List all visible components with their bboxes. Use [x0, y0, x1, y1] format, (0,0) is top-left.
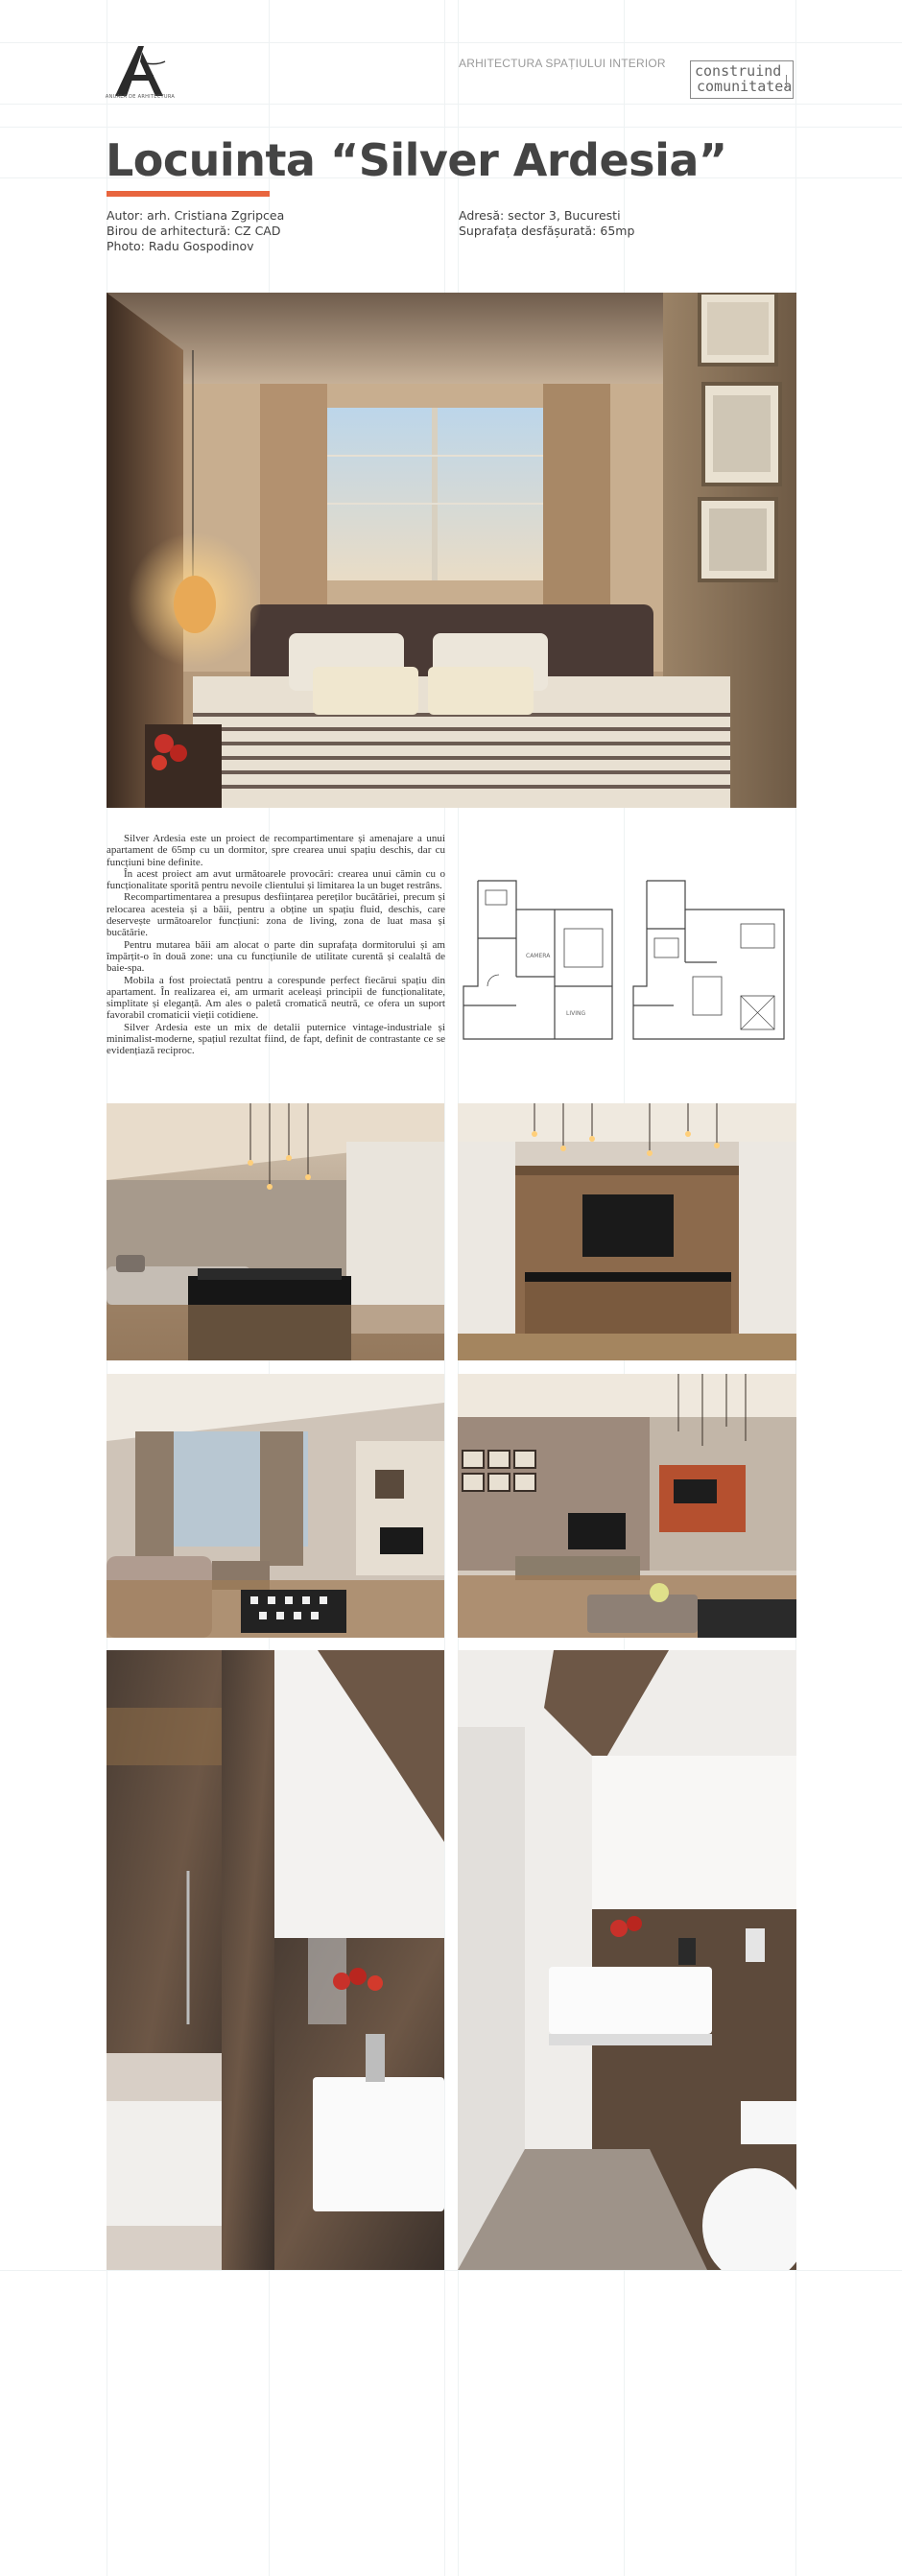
- surface-area: Suprafața desfășurată: 65mp: [459, 224, 635, 238]
- brand-mark: [786, 75, 791, 88]
- living-tv-wall-photo: [458, 1374, 796, 1638]
- logo: [107, 42, 173, 100]
- living-kitchen-photo: [107, 1103, 444, 1360]
- article-body: [107, 833, 445, 1057]
- floor-plan-existing: [459, 871, 622, 1049]
- grid-line: [0, 127, 902, 128]
- floor-plan-proposed: [626, 871, 791, 1049]
- kitchen-island-photo: [458, 1103, 796, 1360]
- paragraph: Silver Ardesia este un proiect de recompartimentare și amenajare a unui apartament de 65mp cu un dormitor, spre crearea unui spațiu deschis, dar cu funcțiuni bine definite.: [107, 833, 445, 868]
- title-underline: [107, 191, 270, 197]
- credits-left: [107, 208, 284, 254]
- author: Autor: arh. Cristiana Zgripcea: [107, 208, 285, 223]
- brand-line: comunitatea: [697, 78, 793, 95]
- grid-line: [0, 2270, 902, 2271]
- paragraph: În acest proiect am avut următoarele provocări: crearea unui cămin cu o funcționalitate sporită pentru nevoile clientului și limitarea la un buget restrâns.: [107, 867, 445, 892]
- paragraph: Pentru mutarea băii am alocat o parte din suprafața dormitorului și am împărțit-o în două zone: una cu funcțiunile de utilitate curentă și cealaltă de baie-spa.: [107, 938, 445, 975]
- bedroom-photo: [107, 293, 796, 808]
- credits-right: [459, 208, 634, 239]
- page-title: Locuinta “Silver Ardesia”: [106, 134, 727, 186]
- brand-logo: [690, 60, 794, 99]
- paragraph: Mobila a fost proiectată pentru a corespunde perfect fiecărui spațiu din apartament. În realizarea ei, am urmarit aceleași principii de funcționalitate, simplitate și eleganță. Am ales o paletă cromatică neutră, ce ofera un suport favorabil cromaticii vieții cotidiene.: [107, 974, 445, 1022]
- grid-line: [0, 104, 902, 105]
- bathroom-shower-photo: [107, 1650, 444, 2270]
- svg-text:LIVING: LIVING: [566, 1010, 586, 1017]
- bathroom-sink-photo: [458, 1650, 796, 2270]
- office: Birou de arhitectură: CZ CAD: [107, 224, 281, 238]
- logo-icon: [107, 42, 173, 100]
- logo-text: ANUALA DE ARHITECTURA: [105, 94, 176, 100]
- svg-text:CAMERA: CAMERA: [526, 953, 551, 959]
- paragraph: Silver Ardesia este un mix de detalii puternice vintage-industriale și minimalist-moderne, spațiul rezultat fiind, de fapt, definit de contrastante ce se evidențiază reciproc.: [107, 1021, 445, 1057]
- address: Adresă: sector 3, Bucuresti: [459, 208, 621, 223]
- section-label: ARHITECTURA SPAȚIULUI INTERIOR: [459, 57, 666, 70]
- paragraph: Recompartimentarea a presupus desființarea pereților bucătăriei, precum și relocarea acesteia și a băii, pentru a obține un spațiu fluid, deschis, care deservește următoarelor funcțiuni: zona de living, zona de luat masa și bucătărie.: [107, 891, 445, 939]
- photographer: Photo: Radu Gospodinov: [107, 239, 254, 253]
- living-room-photo: [107, 1374, 444, 1638]
- brand-line: construind: [695, 62, 782, 80]
